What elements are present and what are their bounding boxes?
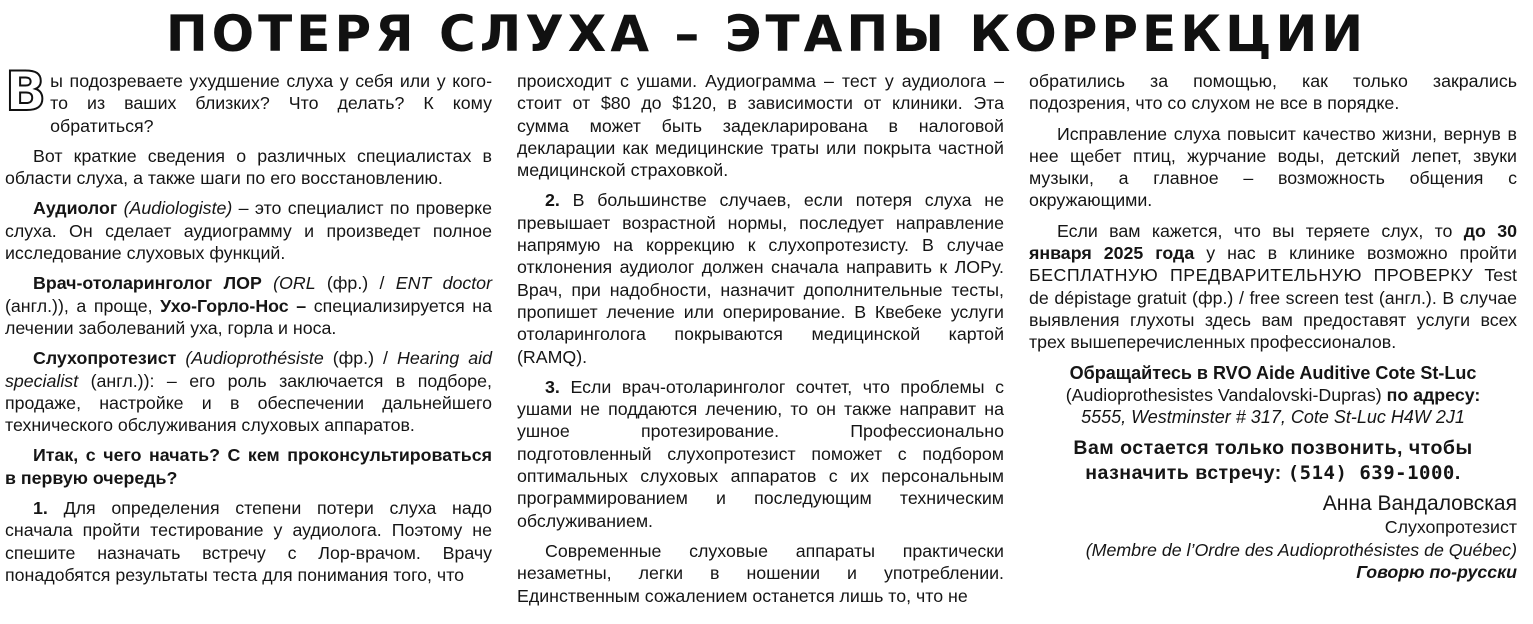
hearing-specialist-description: (англ.)): – его роль заключается в подборе, продаже, настройке и в обеспечении дальнейшего технического обслуживания слуховых аппаратов.: [5, 370, 492, 436]
audiologist-term: Аудиолог: [33, 198, 118, 219]
page-title: ПОТЕРЯ СЛУХА – ЭТАПЫ КОРРЕКЦИИ: [165, 5, 1368, 63]
step-2-paragraph: [517, 189, 1004, 367]
article-column-3: [1029, 70, 1517, 583]
audiologist-description: – это специалист по проверке слуха. Он сделает аудиограмму и произведет полное исследование слуховых функций.: [5, 198, 492, 264]
hearing-specialist-term: Слухопротезист: [33, 348, 177, 369]
clinic-subtitle-line: [1029, 384, 1517, 406]
ent-description: специализируется на лечении заболеваний уха, горла и носа.: [5, 295, 492, 338]
audiologist-paragraph: [5, 197, 492, 264]
step-1-number: 1.: [33, 498, 48, 519]
offer-text-b: у нас в клинике возможно пройти: [1194, 243, 1517, 264]
ent-paragraph: [5, 272, 492, 339]
offer-deadline: до 30 января 2025 года: [1029, 220, 1517, 264]
phone-period: .: [1454, 462, 1461, 485]
article-column-1: [5, 60, 492, 594]
clinic-subtitle: (Audioprothesistes Vandalovski-Dupras): [1065, 384, 1382, 405]
author-title: Слухопротезист: [1384, 517, 1517, 538]
step-3-number: 3.: [545, 376, 560, 397]
intro-paragraph: [5, 60, 492, 137]
step-2-text: В большинстве случаев, если потеря слуха не превышает возрастной нормы, последует направление напрямую на коррекцию к слухопротезисту. В случае отклонения аудиолог должен сначала направить к ЛОРу. Врач, при надобности, назначит дополнительные тесты, пропишет лечение или оперирование. В Квебеке услуги отоларинголога покрываются медицинской картой (RAMQ).: [517, 190, 1004, 367]
section-question: Итак, с чего начать? С кем проконсультироваться в первую очередь?: [5, 445, 492, 488]
continued-paragraph: происходит с ушами. Аудиограмма – тест у аудиолога – стоит от $80 до $120, в зависимости от клиники. Эта сумма может быть задекларирована в налоговой декларации как медицинские траты или покрыта частной медицинской страховкой.: [517, 71, 1004, 181]
contact-block: [1029, 362, 1517, 429]
author-name: Анна Вандаловская: [1322, 492, 1517, 516]
step-3-text: Если врач-отоларинголог сочтет, что проблемы с ушами не поддаются лечению, то он также направит на ушное протезирование. Профессионально подготовленный слухопротезист поможет с подбором оптимальных слуховых аппаратов с их персональным программированием и последующим техническим обслуживанием.: [517, 376, 1004, 531]
step-2-number: 2.: [545, 190, 560, 211]
offer-text-a: Если вам кажется, что вы теряете слух, то: [1057, 220, 1464, 241]
hearing-specialist-fr-note: (фр.) /: [323, 348, 397, 369]
clinic-address: 5555, Westminster # 317, Cote St-Luc H4W 2J1: [1081, 407, 1465, 428]
hearing-specialist-english: Hearing aid specialist: [5, 348, 492, 391]
drop-cap: В: [5, 60, 47, 123]
phone-number[interactable]: (514) 639-1000: [1287, 462, 1455, 485]
call-line-2: [1029, 461, 1517, 486]
step-1-text: Для определения степени потери слуха надо сначала пройти тестирование у аудиолога. Поэтому не спешите назначать встречу с Лор-врачом. Врачу понадобятся результаты теста для понимания того, что: [5, 498, 492, 585]
offer-text-c: Test de dépistage gratuit (фр.) / free screen test (англ.). В случае выявления глухоты здесь вам предоставят услуги всех трех вышеперечисленных профессионалов.: [1029, 265, 1517, 353]
free-check-label: БЕСПЛАТНУЮ ПРЕДВАРИТЕЛЬНУЮ ПРОВЕРКУ: [1029, 265, 1474, 286]
signature-block: [1029, 492, 1517, 583]
step-3-paragraph: [517, 376, 1004, 532]
article-column-2: [517, 70, 1004, 615]
ent-fr-note: (фр.) /: [315, 273, 396, 294]
call-line-2-text: назначить встречу:: [1085, 462, 1288, 485]
intro-text: ы подозреваете ухудшение слуха у себя или у кого-то из ваших близких? Что делать? К кому обратиться?: [50, 71, 492, 136]
ent-abbr: (ORL: [273, 273, 316, 294]
author-organization: (Membre de l’Ordre des Audioprothésistes de Québec): [1085, 539, 1517, 560]
call-to-action: [1029, 436, 1517, 486]
hearing-specialist-french: (Audioprothésiste: [185, 348, 324, 369]
audiologist-french-term: (Audiologiste): [123, 198, 233, 219]
ent-en-note: (англ.)), а проще,: [5, 295, 161, 316]
address-label: по адресу:: [1381, 384, 1481, 405]
ent-english-term: ENT doctor: [395, 273, 492, 294]
offer-paragraph: [1029, 220, 1517, 354]
hearing-specialist-paragraph: [5, 347, 492, 436]
quality-paragraph: Исправление слуха повысит качество жизни, вернув в нее щебет птиц, журчание воды, детский лепет, звуки музыки, а главное – возможность общения с окружающими.: [1029, 123, 1517, 211]
step-1-paragraph: [5, 497, 492, 586]
author-language: Говорю по-русски: [1356, 562, 1517, 583]
ent-simple-name: Ухо-Горло-Нос –: [160, 295, 307, 316]
call-line-1: Вам остается только позвонить, чтобы: [1073, 437, 1473, 460]
continued-paragraph-2: обратились за помощью, как только закрались подозрения, что со слухом не все в порядке.: [1029, 71, 1517, 114]
overview-paragraph: Вот краткие сведения о различных специалистах в области слуха, а также шаги по его восстановлению.: [5, 145, 492, 189]
ent-term: Врач-отоларинголог ЛОР: [33, 273, 262, 294]
clinic-name: Обращайтесь в RVO Aide Auditive Cote St-Luc: [1069, 362, 1477, 383]
modern-devices-paragraph: Современные слуховые аппараты практически незаметны, легки в ношении и употреблении. Единственным сожалением останется лишь то, что не: [517, 540, 1004, 606]
